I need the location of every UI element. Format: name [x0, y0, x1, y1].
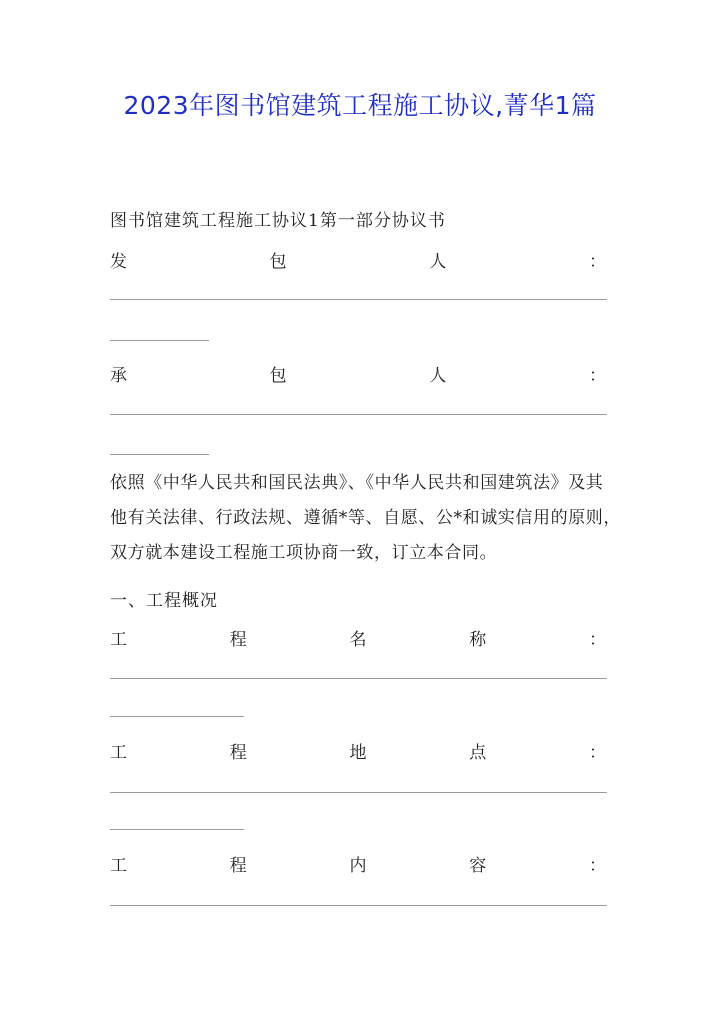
intro-paragraph [110, 466, 621, 571]
char: 程 [229, 856, 247, 876]
fill-line [110, 414, 607, 415]
char: 发 [110, 252, 127, 272]
project-content-label [110, 851, 606, 876]
char: 包 [269, 366, 287, 386]
char: 工 [110, 630, 127, 650]
fill-line [110, 829, 244, 830]
char: 名 [349, 630, 367, 650]
paragraph-line: 依照《中华人民共和国民法典》、《中华人民共和国建筑法》及其 [110, 473, 604, 493]
fill-line [110, 454, 209, 455]
paragraph-line: 他有关法律、行政法规、遵循*等、自愿、公*和诚实信用的原则， [110, 508, 621, 528]
party-a-label [110, 247, 606, 272]
fill-line [110, 716, 244, 717]
document-subtitle: 图书馆建筑工程施工协议1第一部分协议书 [110, 211, 446, 231]
fill-line [110, 299, 607, 300]
colon: ： [588, 366, 606, 386]
project-name-label [110, 625, 606, 650]
char: 承 [110, 366, 127, 386]
char: 地 [349, 743, 367, 763]
party-b-label [110, 361, 606, 386]
char: 工 [110, 856, 127, 876]
char: 称 [469, 630, 487, 650]
char: 人 [429, 366, 447, 386]
char: 容 [469, 856, 487, 876]
colon: ： [588, 252, 606, 272]
char: 点 [469, 743, 487, 763]
fill-line [110, 905, 607, 906]
section-heading: 一、工程概况 [110, 591, 218, 611]
char: 包 [269, 252, 287, 272]
char: 人 [429, 252, 447, 272]
fill-line [110, 792, 607, 793]
colon: ： [589, 630, 606, 650]
fill-line [110, 340, 209, 341]
colon: ： [589, 856, 606, 876]
paragraph-line: 双方就本建设工程施工项协商一致，订立本合同。 [110, 543, 498, 563]
char: 内 [349, 856, 367, 876]
char: 程 [229, 743, 247, 763]
fill-line [110, 678, 607, 679]
project-location-label [110, 738, 606, 763]
document-title: 2023年图书馆建筑工程施工协议,菁华1篇 [123, 91, 597, 120]
colon: ： [589, 743, 606, 763]
char: 程 [229, 630, 247, 650]
char: 工 [110, 743, 127, 763]
